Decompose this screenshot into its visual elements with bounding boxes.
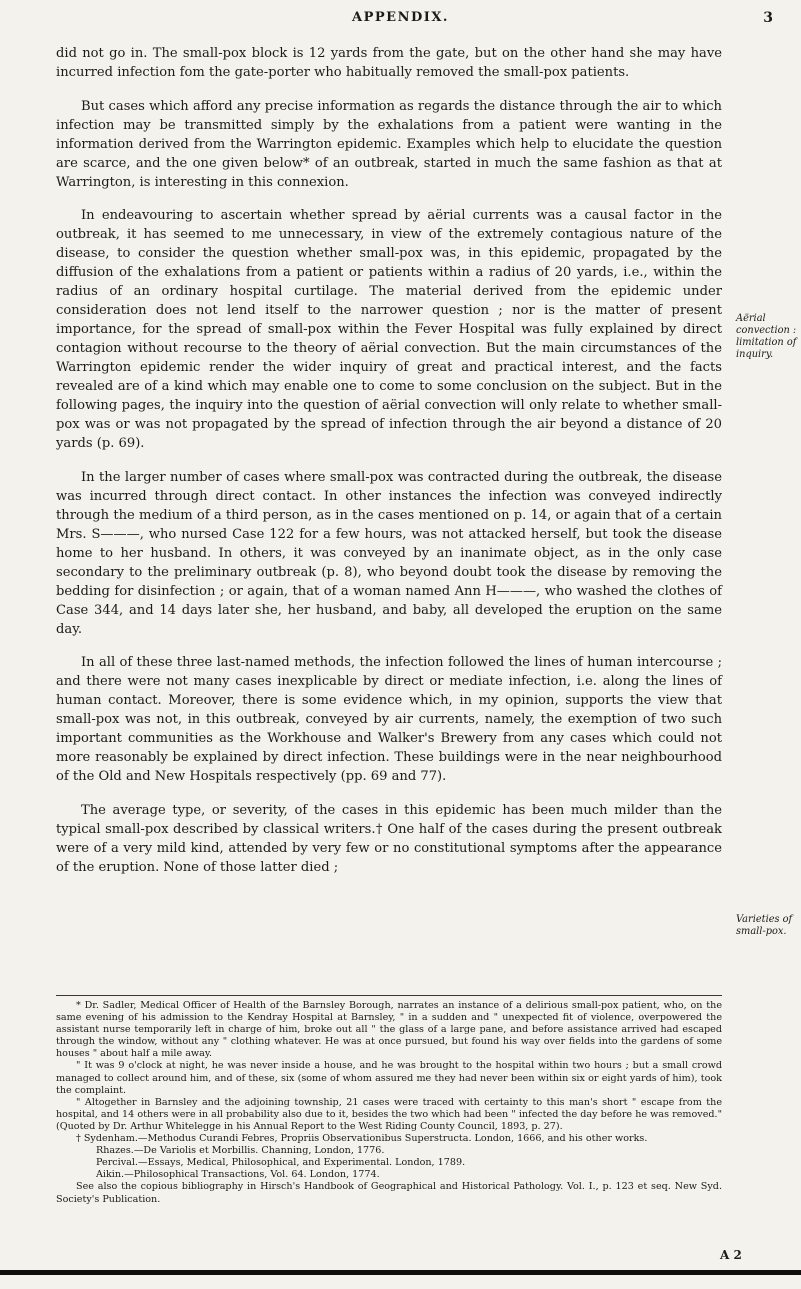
footnote-1: * Dr. Sadler, Medical Officer of Health of the Barnsley Borough, narrates an instance of a delirious small-pox patient, who, on the same evening of his admission to the Kendray Hospital at Barnsley, " in a sudden and " unexpected fit of violence, overpowered the assistant nurse temporarily left in charge of him, broke out all " the glass of a large pane, and before assistance arrived had escaped through the window, without any " clothing whatever. He was at once pursued, but found his way over fields into the gardens of some houses " about half a mile away. xyxy=(56,1000,722,1060)
body-text xyxy=(56,44,722,891)
margin-note-aerial: Aërial convection : limitation of inquiry. xyxy=(736,313,797,360)
footnotes xyxy=(56,1000,722,1206)
paragraph-1: did not go in. The small-pox block is 12 yards from the gate, but on the other hand she may have incurred infection fom the gate-porter who habitually removed the small-pox patients. xyxy=(56,46,722,80)
footnote-3: " Altogether in Barnsley and the adjoining township, 21 cases were traced with certainty to this man's short " escape from the hospital, and 14 others were in all probability also due to it, besides the two which had been " infected the day before he was removed." (Quoted by Dr. Arthur Whitelegge in his Annual Report to the West Riding County Council, 1893, p. 27). xyxy=(56,1096,722,1132)
footnote-2: " It was 9 o'clock at night, he was never inside a house, and he was brought to the hospital within two hours ; but a small crowd managed to collect around him, and of these, six (some of whom assured me they had never been within six or eight yards of him), took the complaint. xyxy=(56,1060,722,1096)
footnote-rule xyxy=(56,995,722,996)
paragraph-6: The average type, or severity, of the cases in this epidemic has been much milder than the typical small-pox described by classical writers.† One half of the cases during the present outbreak were of a very mild kind, attended by very few or no constitutional symptoms after the appearance of the eruption. None of those latter died ; xyxy=(56,802,722,875)
paragraph-2: But cases which afford any precise information as regards the distance through the air to which infection may be transmitted simply by the exhalations from a patient were wanting in the information derived from the Warrington epidemic. Examples which help to elucidate the question are scarce, and the one given below* of an outbreak, started in much the same fashion as that at Warrington, is interesting in this connexion. xyxy=(56,98,722,190)
reference-percival: Percival.—Essays, Medical, Philosophical, and Experimental. London, 1789. xyxy=(96,1157,466,1169)
paragraph-3: In endeavouring to ascertain whether spread by aërial currents was a causal factor in the outbreak, it has seemed to me unnecessary, in view of the extremely contagious nature of the disease, to consider the question whether small-pox was, in this epidemic, propagated by the diffusion of the exhalations from a patient or patients within a radius of 20 yards, i.e., within the radius of an ordinary hospital curtilage. The material derived from the epidemic under consideration does not lend itself to the narrower question ; nor is the matter of present importance, for the spread of small-pox within the Fever Hospital was fully explained by direct contagion without recourse to the theory of aërial convection. But the main circumstances of the Warrington epidemic render the wider inquiry of great and practical interest, and the facts revealed are of a kind which may enable one to come to some conclusion on the subject. But in the following pages, the inquiry into the question of aërial convection will only relate to whether small-pox was or was not propagated by the spread of infection through the air beyond a distance of 20 yards (p. 69). xyxy=(56,208,722,451)
paragraph-4: In the larger number of cases where small-pox was contracted during the outbreak, the disease was incurred through direct contact. In other instances the infection was conveyed indirectly through the medium of a third person, as in the cases mentioned on p. 14, or again that of a certain Mrs. S———, who nursed Case 122 for a few hours, was not attacked herself, but took the disease home to her husband. In others, it was conveyed by an inanimate object, as in the only case secondary to the preliminary outbreak (p. 8), who beyond doubt took the disease by removing the bedding for disinfection ; or again, that of a woman named Ann H———, who washed the clothes of Case 344, and 14 days later she, her husband, and baby, all developed the eruption on the same day. xyxy=(56,469,722,637)
page-number: 3 xyxy=(763,10,773,26)
signature-mark: A 2 xyxy=(720,1248,742,1262)
page-bottom-edge xyxy=(0,1270,801,1275)
reference-rhazes: Rhazes.—De Variolis et Morbillis. Channing, London, 1776. xyxy=(96,1145,385,1157)
running-title: APPENDIX. xyxy=(352,10,449,25)
reference-aikin: Aikin.—Philosophical Transactions, Vol. 64. London, 1774. xyxy=(96,1169,380,1181)
page-header xyxy=(0,10,801,32)
paragraph-5: In all of these three last-named methods, the infection followed the lines of human intercourse ; and there were not many cases inexplicable by direct or mediate infection, i.e. along the lines of human contact. Moreover, there is some evidence which, in my opinion, supports the view that small-pox was not, in this outbreak, conveyed by air currents, namely, the exemption of two such important communities as the Workhouse and Walker's Brewery from any cases which could not more reasonably be explained by direct infection. These buildings were in the near neighbourhood of the Old and New Hospitals respectively (pp. 69 and 77). xyxy=(56,655,722,784)
see-also-note: See also the copious bibliography in Hirsch's Handbook of Geographical and Historical Pathology. Vol. I., p. 123 et seq. New Syd. Society's Publication. xyxy=(56,1181,722,1205)
footnote-4: † Sydenham.—Methodus Curandi Febres, Propriis Observationibus Superstructa. London, 1666, and his other works. xyxy=(76,1133,648,1145)
margin-note-varieties: Varieties of small-pox. xyxy=(736,914,793,937)
